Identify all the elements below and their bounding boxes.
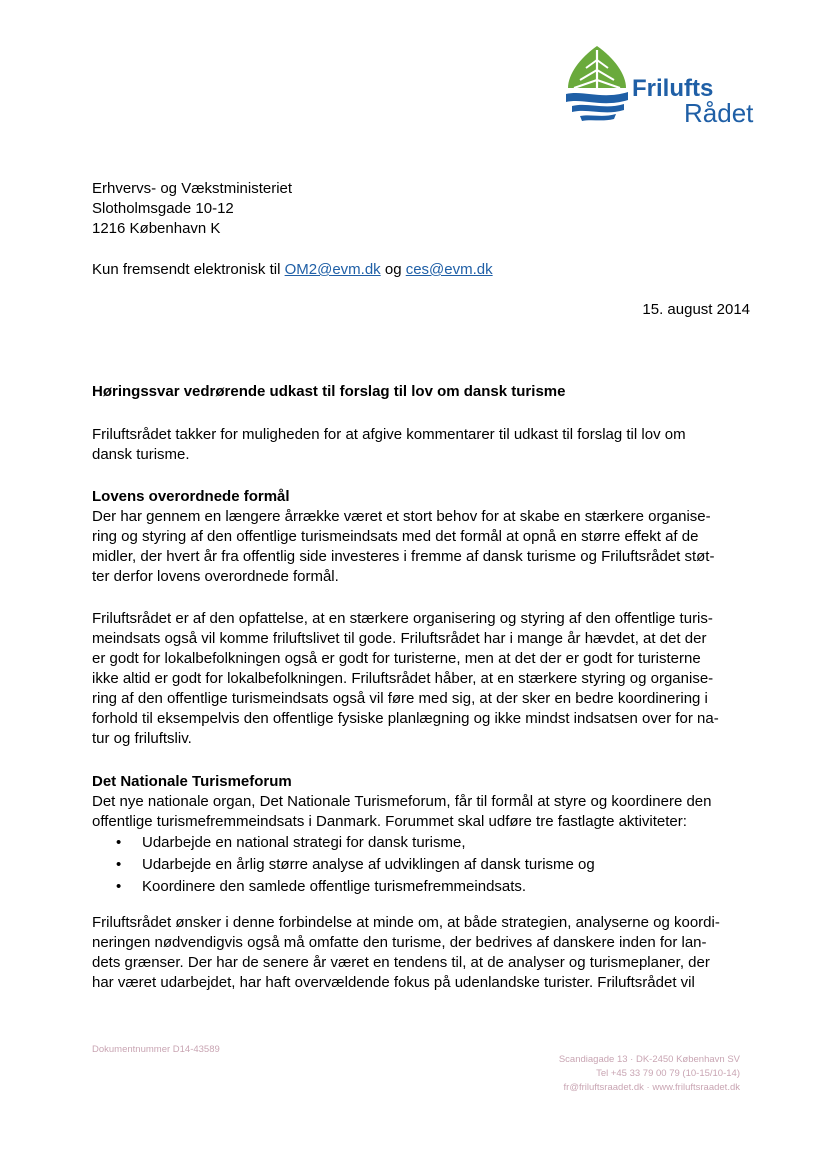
paragraph-line: Friluftsrådet ønsker i denne forbindelse at minde om, at både strategien, analyserne og koordi- bbox=[92, 914, 720, 931]
activities-list bbox=[116, 832, 595, 898]
footer-web: fr@friluftsraadet.dk · www.friluftsraadet.dk bbox=[563, 1082, 740, 1093]
paragraph-line: meindsats også vil komme friluftslivet til gode. Friluftsrådet har i mange år hævdet, at det der bbox=[92, 630, 707, 647]
document-number: Dokumentnummer D14-43589 bbox=[92, 1044, 220, 1055]
paragraph-danske-turister bbox=[92, 913, 752, 993]
paragraph-line: midler, der hvert år fra offentlig side investeres i fremme af dansk turisme og Friluftsrådet støt- bbox=[92, 548, 715, 565]
logo-line-2: Rådet bbox=[684, 98, 754, 128]
footer-address: Scandiagade 13 · DK-2450 København SV bbox=[558, 1054, 740, 1065]
paragraph-line: neringen nødvendigvis også må omfatte den turisme, der bedrives af danskere inden for lan- bbox=[92, 934, 707, 951]
subject-heading: Høringssvar vedrørende udkast til forslag til lov om dansk turisme bbox=[92, 383, 566, 400]
paragraph-line: Friluftsrådet er af den opfattelse, at en stærkere organisering og styring af den offentlige turis- bbox=[92, 610, 713, 627]
paragraph-line: Friluftsrådet takker for muligheden for at afgive kommentarer til udkast til forslag til lov om bbox=[92, 426, 686, 443]
paragraph-line: Der har gennem en længere årrække været et stort behov for at skabe en stærkere organise- bbox=[92, 508, 711, 525]
paragraph-line: ter derfor lovens overordnede formål. bbox=[92, 568, 339, 585]
paragraph-line: forhold til eksempelvis den offentlige fysiske planlægning og ikke mindst indsatsen over for na- bbox=[92, 710, 719, 727]
bullet-icon: • bbox=[116, 834, 122, 851]
bullet-icon: • bbox=[116, 856, 122, 873]
footer-contact bbox=[559, 1053, 740, 1095]
paragraph-line: har været udarbejdet, har haft overvældende fokus på udenlandske turister. Friluftsrådet vil bbox=[92, 974, 695, 991]
leaf-wave-icon bbox=[562, 44, 632, 124]
paragraph-line: tur og friluftsliv. bbox=[92, 730, 192, 747]
letter-date: 15. august 2014 bbox=[642, 301, 750, 318]
paragraph-line: er godt for lokalbefolkningen også er godt for turisterne, men at det der er godt for turisterne bbox=[92, 650, 701, 667]
paragraph-line: Det nye nationale organ, Det Nationale Turismeforum, får til formål at styre og koordinere den bbox=[92, 793, 712, 810]
paragraph-line: dets grænser. Der har de senere år været en tendens til, at de analyser og turismeplaner, der bbox=[92, 954, 710, 971]
list-item: • Udarbejde en årlig større analyse af udviklingen af dansk turisme og bbox=[116, 854, 595, 876]
bullet-icon: • bbox=[116, 878, 122, 895]
section-heading: Det Nationale Turismeforum bbox=[92, 773, 292, 790]
paragraph-line: ikke altid er godt for lokalbefolkningen. Friluftsrådet håber, at en stærkere styring og organise- bbox=[92, 670, 714, 687]
paragraph-line: ring af den offentlige turismeindsats også vil føre med sig, at der sker en bedre koordinering i bbox=[92, 690, 708, 707]
recipient-line: 1216 København K bbox=[92, 220, 221, 237]
recipient-line: Slotholmsgade 10-12 bbox=[92, 200, 234, 217]
intro-paragraph bbox=[92, 425, 752, 465]
sent-prefix: Kun fremsendt elektronisk til bbox=[92, 261, 285, 278]
email-link-ces[interactable]: ces@evm.dk bbox=[405, 261, 493, 278]
friluftsraadet-logo bbox=[562, 44, 762, 134]
logo-wordmark bbox=[632, 75, 754, 128]
paragraph-line: ring og styring af den offentlige turismeindsats med det formål at opnå en større effekt af de bbox=[92, 528, 699, 545]
section-lovens-formaal bbox=[92, 487, 752, 587]
logo-line-1: Frilufts bbox=[632, 75, 714, 102]
list-item: • Koordinere den samlede offentlige turismefremmeindsats. bbox=[116, 876, 595, 898]
section-turismeforum bbox=[92, 772, 752, 832]
footer-phone: Tel +45 33 79 00 79 (10-15/10-14) bbox=[596, 1068, 740, 1079]
email-link-om2[interactable]: OM2@evm.dk bbox=[284, 261, 381, 278]
list-item: • Udarbejde en national strategi for dansk turisme, bbox=[116, 832, 595, 854]
sent-electronically-line bbox=[92, 260, 752, 280]
paragraph-line: dansk turisme. bbox=[92, 446, 190, 463]
recipient-address bbox=[92, 179, 752, 239]
sent-conj: og bbox=[380, 261, 406, 278]
recipient-line: Erhvervs- og Vækstministeriet bbox=[92, 180, 293, 197]
paragraph-friluftslivet bbox=[92, 609, 752, 749]
paragraph-line: offentlige turismefremmeindsats i Danmark. Forummet skal udføre tre fastlagte aktiviteter: bbox=[92, 813, 687, 830]
section-heading: Lovens overordnede formål bbox=[92, 488, 290, 505]
